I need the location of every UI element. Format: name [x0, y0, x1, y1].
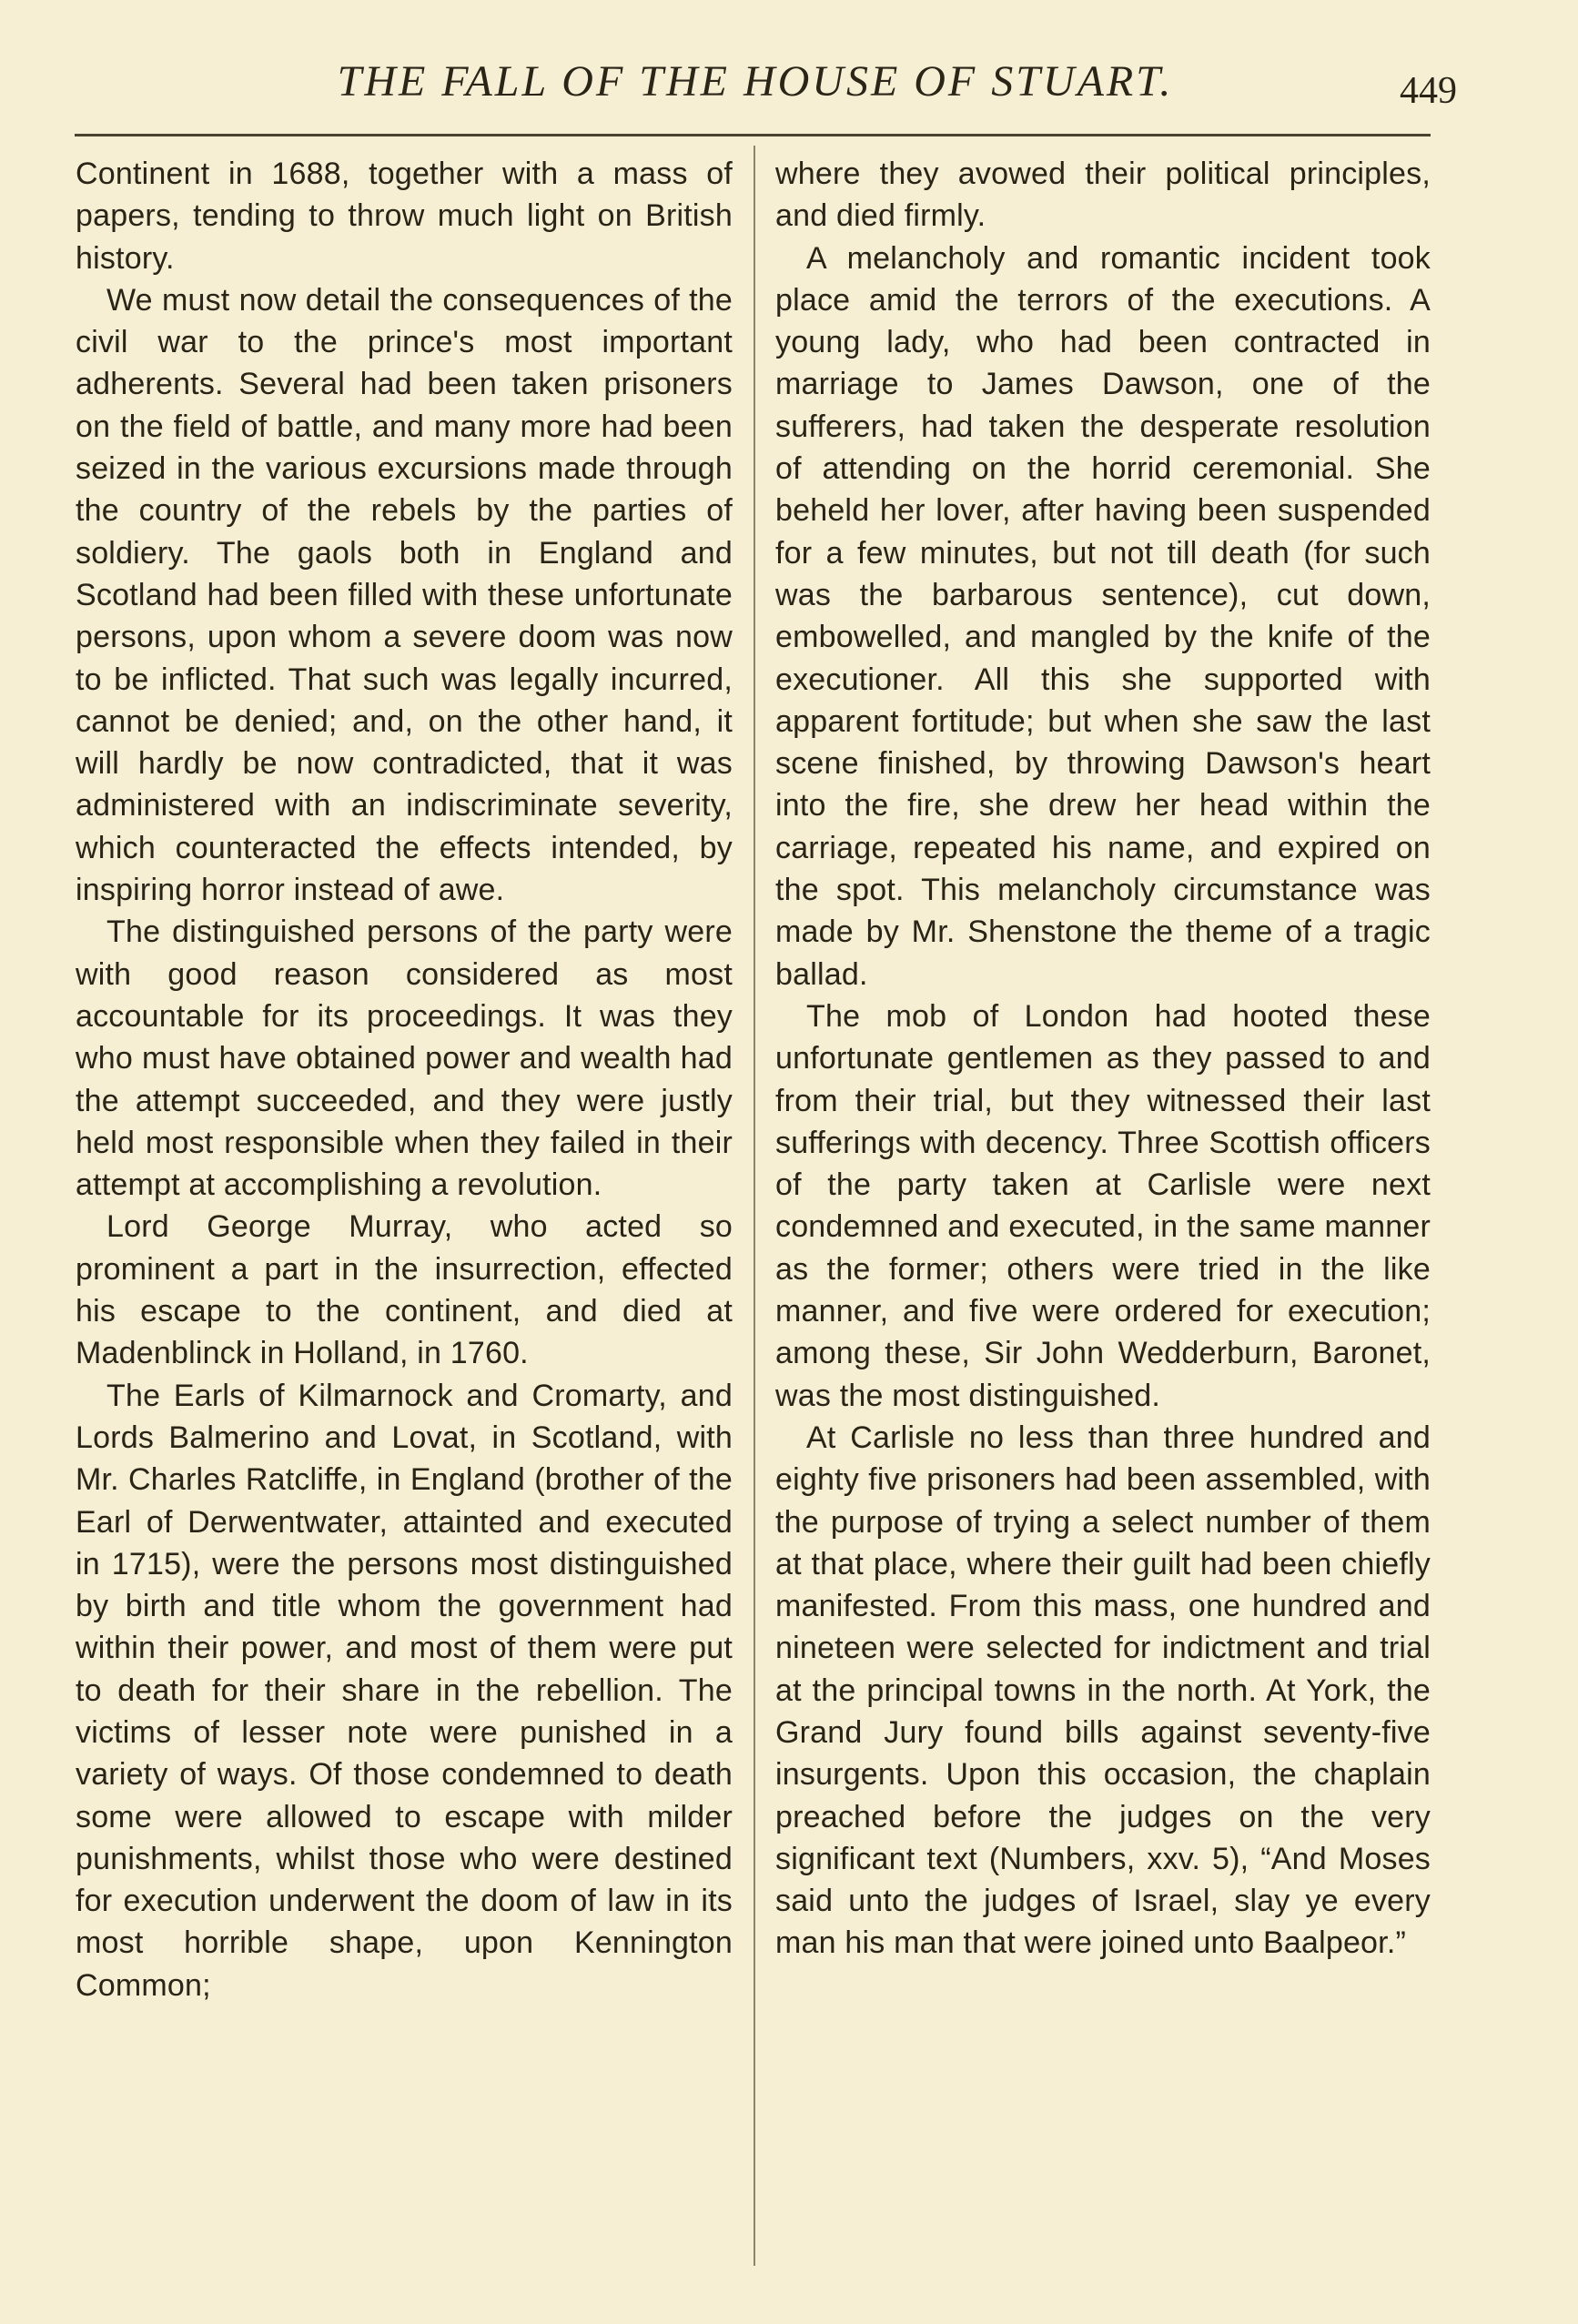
right-column	[775, 153, 1431, 1965]
paragraph: The Earls of Kilmarnock and Cromarty, and Lords Balmerino and Lovat, in Scotland, with Mr. Charles Ratcliffe, in England (brother of the Earl of Derwentwater, attainted and executed in 1715), were the persons most distinguished by birth and title whom the government had within their power, and most of them were put to death for their share in the rebellion. The victims of lesser note were punished in a variety of ways. Of those condemned to death some were allowed to escape with milder punishments, whilst those who were destined for execution underwent the doom of law in its most horrible shape, upon Kennington Common;	[76, 1378, 733, 2003]
paragraph: Lord George Murray, who acted so prominent a part in the insurrection, effected his escape to the continent, and died at Madenblinck in Holland, in 1760.	[76, 1209, 733, 1371]
paragraph: We must now detail the consequences of the civil war to the prince's most important adherents. Several had been taken prisoners on the field of battle, and many more had been seized in the various excursions made through the country of the rebels by the parties of soldiery. The gaols both in England and Scotland had been filled with these unfortunate persons, upon whom a severe doom was now to be inflicted. That such was legally incurred, cannot be denied; and, on the other hand, it will hardly be now contradicted, that it was administered with an indiscriminate severity, which counteracted the effects intended, by inspiring horror instead of awe.	[76, 282, 733, 908]
running-title: THE FALL OF THE HOUSE OF STUART.	[337, 57, 1174, 106]
paragraph: Continent in 1688, together with a mass of papers, tending to throw much light on British history.	[76, 157, 733, 276]
header-rule	[75, 134, 1431, 136]
column-divider	[754, 146, 755, 2266]
paragraph: The distinguished persons of the party were with good reason considered as most accountable for its proceedings. It was they who must have obtained power and wealth had the attempt succeeded, and they were justly held most responsible when they failed in their attempt at accomplishing a revolution.	[76, 914, 733, 1203]
paragraph: At Carlisle no less than three hundred and eighty five prisoners had been assembled, with the purpose of trying a select number of them at that place, where their guilt had been chiefly manifested. From this mass, one hundred and nineteen were selected for indictment and trial at the principal towns in the north. At York, the Grand Jury found bills against seventy-five insurgents. Upon this occasion, the chaplain preached before the judges on the very significant text (Numbers, xxv. 5), “And Moses said unto the judges of Israel, slay ye every man his man that were joined unto Baalpeor.”	[775, 1420, 1431, 1961]
paragraph: The mob of London had hooted these unfortunate gentlemen as they passed to and from their trial, but they witnessed their last sufferings with decency. Three Scottish officers of the party taken at Carlisle were next condemned and executed, in the same manner as the former; others were tried in the like manner, and five were ordered for execution; among these, Sir John Wedderburn, Baronet, was the most distinguished.	[775, 998, 1431, 1413]
page-number: 449	[1400, 70, 1457, 112]
left-column	[76, 153, 733, 2006]
paragraph: A melancholy and romantic incident took place amid the terrors of the executions. A young lady, who had been contracted in marriage to James Dawson, one of the sufferers, had taken the desperate resolution of attending on the horrid ceremonial. She beheld her lover, after having been suspended for a few minutes, but not till death (for such was the barbarous sentence), cut down, embowelled, and mangled by the knife of the executioner. All this she supported with apparent fortitude; but when she saw the last scene finished, by throwing Dawson's heart into the fire, she drew her head within the carriage, repeated his name, and expired on the spot. This melancholy circumstance was made by Mr. Shenstone the theme of a tragic ballad.	[775, 240, 1431, 992]
paragraph: where they avowed their political principles, and died firmly.	[775, 157, 1431, 234]
